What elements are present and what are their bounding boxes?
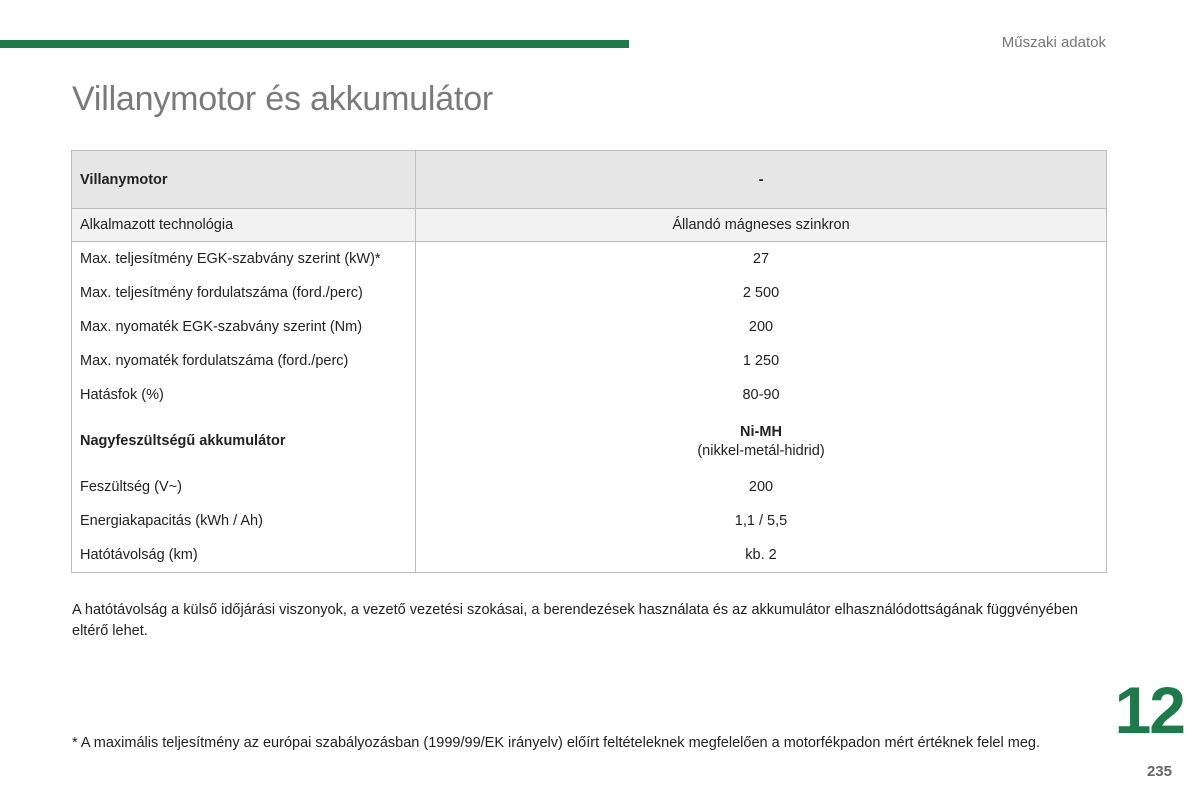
row-value: 200	[748, 319, 774, 335]
row-value: kb. 2	[416, 538, 1107, 573]
table-row-battery	[72, 412, 1107, 470]
table-row	[72, 538, 1107, 573]
row-label: Max. teljesítmény fordulatszáma (ford./perc)	[72, 276, 416, 310]
row-label: Alkalmazott technológia	[72, 209, 416, 242]
row-value: 1 250	[742, 353, 780, 369]
section-title: Műszaki adatok	[1001, 34, 1106, 51]
row-label: Max. nyomaték EGK-szabvány szerint (Nm)	[72, 310, 416, 344]
battery-value	[416, 412, 1107, 470]
page-title: Villanymotor és akkumulátor	[72, 80, 494, 118]
row-value: Állandó mágneses szinkron	[416, 209, 1107, 242]
spec-table	[71, 150, 1107, 573]
table-header-value: -	[416, 151, 1107, 209]
range-note: A hatótávolság a külső időjárási viszonyok, a vezető vezetési szokásai, a berendezések használata és az akkumulátor elhasználódottságának függvényében eltérő lehet.	[72, 602, 1078, 639]
row-label: Feszültség (V~)	[72, 470, 416, 504]
battery-label: Nagyfeszültségű akkumulátor	[72, 412, 416, 470]
footnote: * A maximális teljesítmény az európai szabályozásban (1999/99/EK irányelv) előírt feltételeknek megfelelően a motorfékpadon mért értéknek felel meg.	[72, 735, 1040, 751]
table-row	[72, 209, 1107, 242]
row-value: 200	[748, 479, 774, 495]
row-label: Hatásfok (%)	[72, 378, 416, 412]
table-header-row	[72, 151, 1107, 209]
table-row	[72, 378, 1107, 412]
page-number: 235	[1146, 763, 1172, 780]
table-row	[72, 504, 1107, 538]
battery-type: Ni-MH	[740, 423, 782, 440]
row-label: Hatótávolság (km)	[72, 538, 416, 573]
row-label: Max. nyomaték fordulatszáma (ford./perc)	[72, 344, 416, 378]
table-row	[72, 276, 1107, 310]
table-row	[72, 344, 1107, 378]
table-header-label: Villanymotor	[72, 151, 416, 209]
row-value: 2 500	[742, 285, 780, 301]
table-row	[72, 470, 1107, 504]
row-value: 1,1 / 5,5	[734, 513, 788, 529]
header-accent-bar	[0, 40, 629, 48]
row-label: Max. teljesítmény EGK-szabvány szerint (kW)*	[72, 242, 416, 277]
row-value: 27	[752, 251, 770, 267]
table-row	[72, 242, 1107, 277]
row-label: Energiakapacitás (kWh / Ah)	[72, 504, 416, 538]
battery-type-description: (nikkel-metál-hidrid)	[697, 442, 825, 459]
chapter-number: 12	[1114, 673, 1184, 747]
table-row	[72, 310, 1107, 344]
row-value: 80-90	[742, 387, 780, 403]
